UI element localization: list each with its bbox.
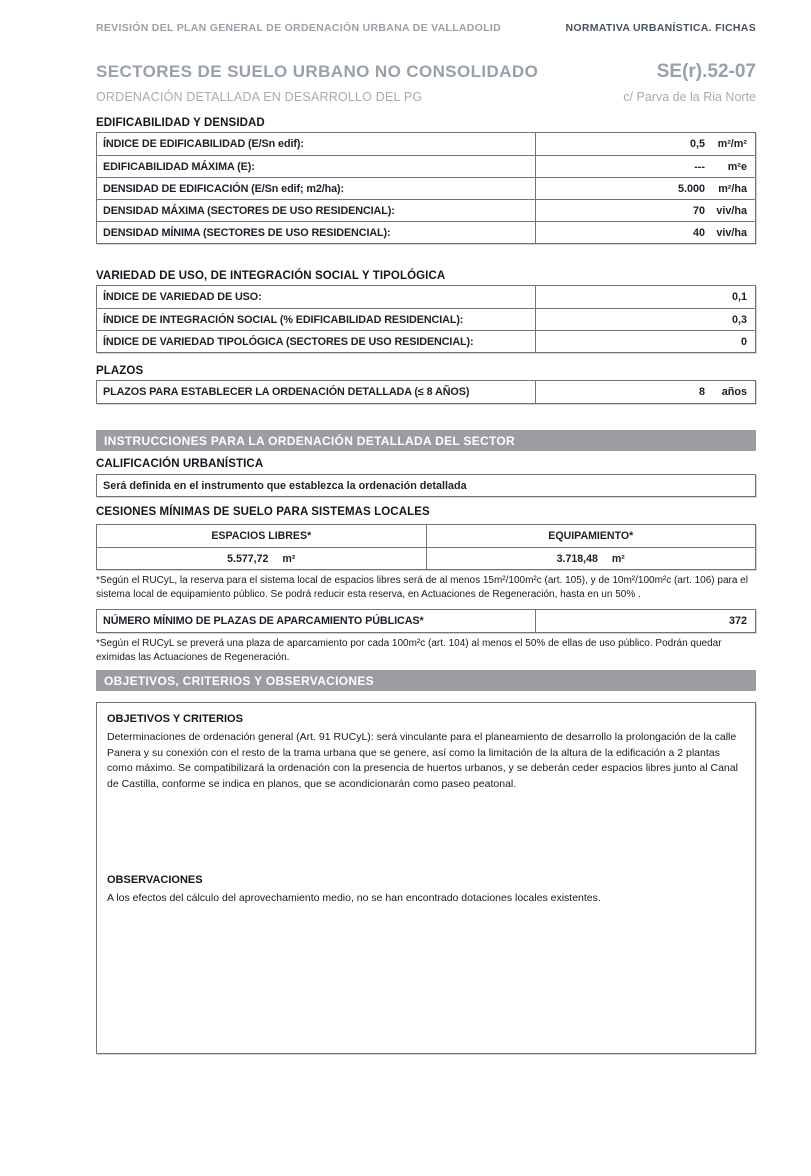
- row-unit: años: [721, 386, 747, 398]
- table-plazos: [96, 380, 756, 404]
- document-header-left: REVISIÓN DEL PLAN GENERAL DE ORDENACIÓN URBANA DE VALLADOLID: [96, 22, 501, 34]
- row-label: DENSIDAD MÁXIMA (SECTORES DE USO RESIDENCIAL):: [103, 204, 395, 217]
- table-row: [97, 221, 755, 243]
- row-unit: viv/ha: [716, 226, 747, 239]
- row-label: PLAZOS PARA ESTABLECER LA ORDENACIÓN DETALLADA (≤ 8 AÑOS): [103, 386, 470, 398]
- table-header-row: [97, 525, 755, 547]
- row-unit: viv/ha: [716, 204, 747, 217]
- table-row: [97, 308, 755, 330]
- cell-unit: m²: [282, 552, 296, 565]
- banner-instrucciones: INSTRUCCIONES PARA LA ORDENACIÓN DETALLADA DEL SECTOR: [96, 430, 756, 451]
- section-heading-edificabilidad: EDIFICABILIDAD Y DENSIDAD: [96, 117, 265, 129]
- row-value: 8: [698, 386, 705, 398]
- row-unit: m²/m²: [717, 138, 747, 150]
- banner-objetivos: OBJETIVOS, CRITERIOS Y OBSERVACIONES: [96, 670, 756, 691]
- row-label: DENSIDAD MÍNIMA (SECTORES DE USO RESIDENCIAL):: [103, 226, 391, 239]
- section-heading-calificacion: CALIFICACIÓN URBANÍSTICA: [96, 458, 264, 470]
- ficha-page: [0, 22, 811, 1176]
- section-heading-plazos: PLAZOS: [96, 365, 144, 377]
- cell-value: 5.577,72: [227, 552, 269, 565]
- row-unit: m²e: [727, 160, 747, 173]
- row-value-cell: [535, 156, 755, 177]
- title-bar: [96, 61, 756, 83]
- document-header-right: NORMATIVA URBANÍSTICA. FICHAS: [565, 22, 756, 34]
- objetivos-observaciones-box: [96, 702, 756, 1054]
- row-value-cell: [535, 178, 755, 199]
- row-value: 372: [728, 615, 747, 627]
- cell-unit: m²: [611, 552, 625, 565]
- table-row: [97, 330, 755, 352]
- row-value: 0,1: [731, 291, 747, 303]
- table-variedad: [96, 285, 756, 353]
- table-cesiones: [96, 524, 756, 570]
- sector-address: c/ Parva de la Ria Norte: [623, 90, 756, 104]
- row-label: DENSIDAD DE EDIFICACIÓN (E/Sn edif; m2/ha):: [103, 182, 345, 195]
- row-value: 0,5: [689, 138, 705, 150]
- row-value-cell: [535, 610, 755, 632]
- sector-code: SE(r).52-07: [656, 61, 756, 82]
- row-value-cell: [535, 222, 755, 243]
- row-value-cell: [535, 200, 755, 221]
- row-label: ÍNDICE DE VARIEDAD TIPOLÓGICA (SECTORES DE USO RESIDENCIAL):: [103, 335, 474, 348]
- table-aparcamiento: [96, 609, 756, 633]
- row-value: ---: [694, 160, 705, 173]
- table-row: [97, 381, 755, 403]
- row-value-cell: [535, 286, 755, 308]
- page-title: SECTORES DE SUELO URBANO NO CONSOLIDADO: [96, 62, 539, 81]
- row-value: 70: [692, 204, 705, 217]
- row-value: 5.000: [677, 182, 705, 195]
- text-objetivos-criterios: Determinaciones de ordenación general (Art. 91 RUCyL): será vinculante para el planeamiento de desarrollo la prolongación de la calle Panera y su conexión con el resto de la trama urbana que se genere, así como la limitación de la altura de la edificación a 2 plantas como máximo. Se compatibilizará la ordenación con la presencia de huertos urbanos, y se deberán ceder espacios libres junto al Canal de Castilla, conforme se indica en planos, que se acondicionarán como paseo peatonal.: [107, 731, 738, 790]
- cell-espacios-libres: [97, 548, 426, 569]
- table-row: [97, 547, 755, 569]
- footnote-aparcamiento: *Según el RUCyL se preverá una plaza de aparcamiento por cada 100m²c (art. 104) al menos el 50% de ellas de uso público. Podrán quedar eximidas las Actuaciones de Regeneración.: [96, 638, 722, 663]
- row-value-cell: [535, 133, 755, 155]
- row-value: 0,3: [731, 313, 747, 326]
- row-label: EDIFICABILIDAD MÁXIMA (E):: [103, 160, 255, 173]
- row-label: ÍNDICE DE INTEGRACIÓN SOCIAL (% EDIFICABILIDAD RESIDENCIAL):: [103, 313, 464, 326]
- text-observaciones: A los efectos del cálculo del aprovechamiento medio, no se han encontrado dotaciones locales existentes.: [107, 892, 601, 904]
- table-row: [97, 610, 755, 632]
- row-value: 0: [740, 335, 747, 348]
- section-heading-cesiones: CESIONES MÍNIMAS DE SUELO PARA SISTEMAS LOCALES: [96, 506, 430, 518]
- row-value-cell: [535, 381, 755, 403]
- row-value: 40: [692, 226, 705, 239]
- row-label: NÚMERO MÍNIMO DE PLAZAS DE APARCAMIENTO PÚBLICAS*: [103, 615, 424, 627]
- section-heading-variedad: VARIEDAD DE USO, DE INTEGRACIÓN SOCIAL Y TIPOLÓGICA: [96, 270, 446, 282]
- row-value-cell: [535, 331, 755, 352]
- cell-equipamiento: [426, 548, 756, 569]
- table-row: [97, 199, 755, 221]
- footnote-cesiones: *Según el RUCyL, la reserva para el sistema local de espacios libres será de al menos 15m²/100m²c (art. 105), y de 10m²/100m²c (art. 106) para el sistema local de equipamiento público. Se podrá reducir esta reserva, en Actuaciones de Regeneración, hasta en un 50% .: [96, 575, 748, 600]
- column-header-espacios-libres: ESPACIOS LIBRES*: [211, 530, 312, 542]
- heading-observaciones: OBSERVACIONES: [107, 874, 203, 886]
- calificacion-box: Será definida en el instrumento que establezca la ordenación detallada: [96, 474, 756, 497]
- table-row: [97, 133, 755, 155]
- row-unit: m²/ha: [718, 182, 747, 195]
- column-header-equipamiento: EQUIPAMIENTO*: [426, 525, 756, 547]
- cell-value: 3.718,48: [556, 552, 598, 565]
- row-value-cell: [535, 309, 755, 330]
- subtitle-bar: [96, 90, 756, 105]
- table-row: [97, 286, 755, 308]
- row-label: ÍNDICE DE EDIFICABILIDAD (E/Sn edif):: [103, 138, 304, 150]
- row-label: ÍNDICE DE VARIEDAD DE USO:: [103, 291, 262, 303]
- table-row: [97, 177, 755, 199]
- heading-objetivos-criterios: OBJETIVOS Y CRITERIOS: [107, 713, 243, 725]
- table-row: [97, 155, 755, 177]
- table-edificabilidad: [96, 132, 756, 244]
- page-subtitle: ORDENACIÓN DETALLADA EN DESARROLLO DEL PG: [96, 90, 423, 104]
- document-header: [96, 22, 756, 34]
